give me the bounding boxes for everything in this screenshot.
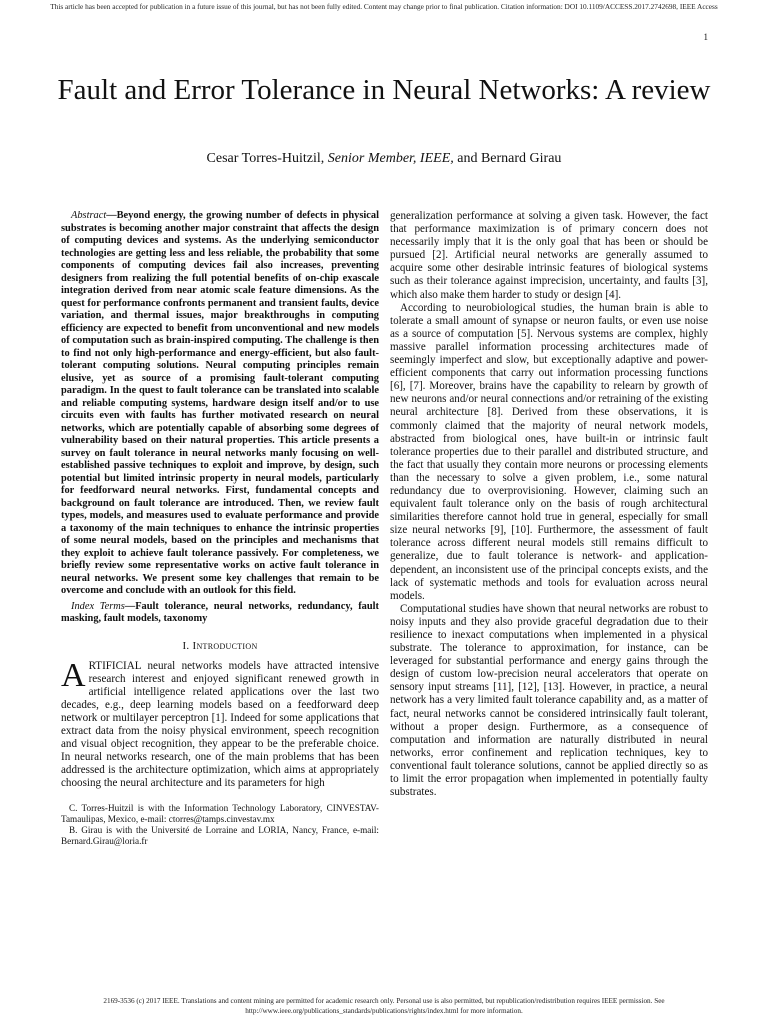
author-line (40, 150, 728, 168)
footnote-author-2: B. Girau is with the Université de Lorraine and LORIA, Nancy, France, e-mail: Bernard.Girau@loria.fr (61, 824, 379, 846)
section-heading-introduction (61, 640, 379, 653)
index-terms-label: Index Terms (71, 600, 125, 612)
author-name-2: and Bernard Girau (457, 151, 562, 166)
intro-paragraph-4: Computational studies have shown that neural networks are robust to noisy inputs and they also provide graceful degradation due to their resilience to inexact computations when implemented in a physical substrate. The tolerance to approximation, for instance, can be leveraged for substantial performance and energy gains through the design of custom low-precision neural accelerators that operate on sensory input streams [11], [12], [13]. However, in practice, a neural network has a very limited fault tolerance capability and, as a matter of fact, neural networks cannot be considered intrinsically fault tolerant, without a proper design. Furthermore, as a consequence of computation and information are naturally distributed in neural networks, error confinement and replication techniques, key to conventional fault tolerance solutions, cannot be applied directly so as to limit the error propagation when implemented in potentially faulty substrates. (390, 602, 708, 799)
author-footnotes (61, 803, 379, 847)
footnote-author-1: C. Torres-Huitzil is with the Information Technology Laboratory, CINVESTAV-Tamaulipas, Mexico, e-mail: ctorres@tamps.cinvestav.mx (61, 802, 379, 824)
intro-paragraph-1 (61, 656, 379, 791)
author-name-1: Cesar Torres-Huitzil, (206, 151, 325, 166)
right-column (390, 210, 708, 799)
index-terms (61, 601, 379, 626)
intro-paragraph-2: generalization performance at solving a given task. However, the fact that performance maximization is of primary concern does not necessarily imply that it is the only goal that has been or should be pursued [2]. Artificial neural networks are generally assumed to acquire some other desirable intrinsic features of biological systems such as their tolerance against imprecision, uncertainty, and faults [3], which also make them harder to study or design [4]. (390, 210, 708, 301)
journal-notice-banner: This article has been accepted for publication in a future issue of this journal, but has not been fully edited. Content may change prior to final publication. Citation information: DOI 10.1109/ACCESS.2017.2742698, IEEE Access (50, 2, 718, 11)
author-role: Senior Member, IEEE, (327, 151, 454, 166)
page-number: 1 (703, 32, 708, 42)
intro-paragraph-3: According to neurobiological studies, the human brain is able to tolerate a small amount of synapse or neuron faults, or even use noise as a source of computation [5]. Nervous systems are complex, highly massive parallel information processing architectures made of seemingly imperfect and slow, but exceptionally adaptive and power-efficient components that carry out information processing functions [6], [7]. Moreover, brains have the capability to relearn by growth of new neurons and/or neural connections and/or retraining of the existing neural architecture [8]. Derived from these observations, it is commonly claimed that the majority of neural network models, abstracted from biological ones, have built-in or intrinsic fault tolerance properties due to their parallel and distributed structure, and the fact that usually they contain more neurons or processing elements than the necessary to solve a given problem, i.e., some natural redundancy due to overprovisioning. However, claiming such an equivalent fault tolerance only on the basis of rough architectural similarities therefore cannot hold true in general, especially for small size neural networks [9], [10]. Furthermore, the assessment of fault tolerance across different neural models still remains difficult to generalize, due to fault tolerance is network- and application- dependent, an inconsistent use of the principal concepts exists, and the lack of systematic methods and tools for evaluation across neural models. (390, 301, 708, 602)
copyright-notice: 2169-3536 (c) 2017 IEEE. Translations and content mining are permitted for academic research only. Personal use is also permitted, but republication/redistribution requires IEEE permission. See http://www.ieee.org/publications_standards/publications/rights/index.html for more information. (103, 997, 665, 1015)
section-numeral: I. (182, 639, 193, 652)
paper-title: Fault and Error Tolerance in Neural Networks: A review (57, 74, 711, 106)
abstract-label: Abstract (71, 210, 107, 221)
intro-paragraph-1-text: RTIFICIAL neural networks models have attracted intensive research interest and enjoyed significant renewed growth in artificial intelligence related applications over the last two decades, e.g., deep learning models based on a feedforward deep network or multilayer perceptron [1]. Indeed for some applications that extract data from the noisy physical environment, speech recognition and visual object recognition, they appear to be the preferable choice. In neural networks research, one of the main problems that has been addressed is the architecture optimization, which aims at appropriately choosing the neural architecture and its parameters for high (61, 659, 379, 790)
drop-cap-letter: A (61, 656, 86, 694)
abstract (61, 210, 379, 598)
index-terms-text: —Fault tolerance, neural networks, redundancy, fault masking, fault models, taxonomy (61, 600, 380, 624)
left-column (61, 210, 379, 847)
section-title: Introduction (192, 639, 258, 652)
abstract-text: —Beyond energy, the growing number of defects in physical substrates is becoming another major constraint that affects the design of computing devices and systems. As the underlying semiconductor technologies are getting less and less reliable, the probability that some components of computing devices fail also increases, preventing designers from realizing the full potential benefits of on-chip exascale integration derived from near atomic scale feature dimensions. As the quest for performance confronts permanent and transient faults, device variation, and thermal issues, major breakthroughs in computing efficiency are expected to benefit from unconventional and new models of computation such as brain-inspired computing. The challenge is then to find not only high-performance and energy-efficient, but also fault-tolerant computing solutions. Neural computing principles remain elusive, yet as source of a promising fault-tolerant computing paradigm. In the quest to fault tolerance can be translated into scalable and reliable computing systems, hardware design itself and/or to use circuits even with faults has further motivated research on neural networks, which are potentially capable of absorbing some degrees of vulnerability based on their natural properties. This article presents a survey on fault tolerance in neural networks manly focusing on well-established passive techniques to exploit and improve, by design, such potential but limited intrinsic property in neural models, particularly for feedforward neural networks. First, fundamental concepts and background on fault tolerance are introduced. Then, we review fault types, models, and measures used to evaluate performance and provide a taxonomy of the main techniques to enhance the intrinsic properties of some neural models, based on the principles and mechanisms that they exploit to achieve fault tolerance passively. For completeness, we briefly review some representative works on active fault tolerance in neural networks. We present some key challenges that remain to be overcome and conclude with an outlook for this field. (61, 210, 379, 596)
